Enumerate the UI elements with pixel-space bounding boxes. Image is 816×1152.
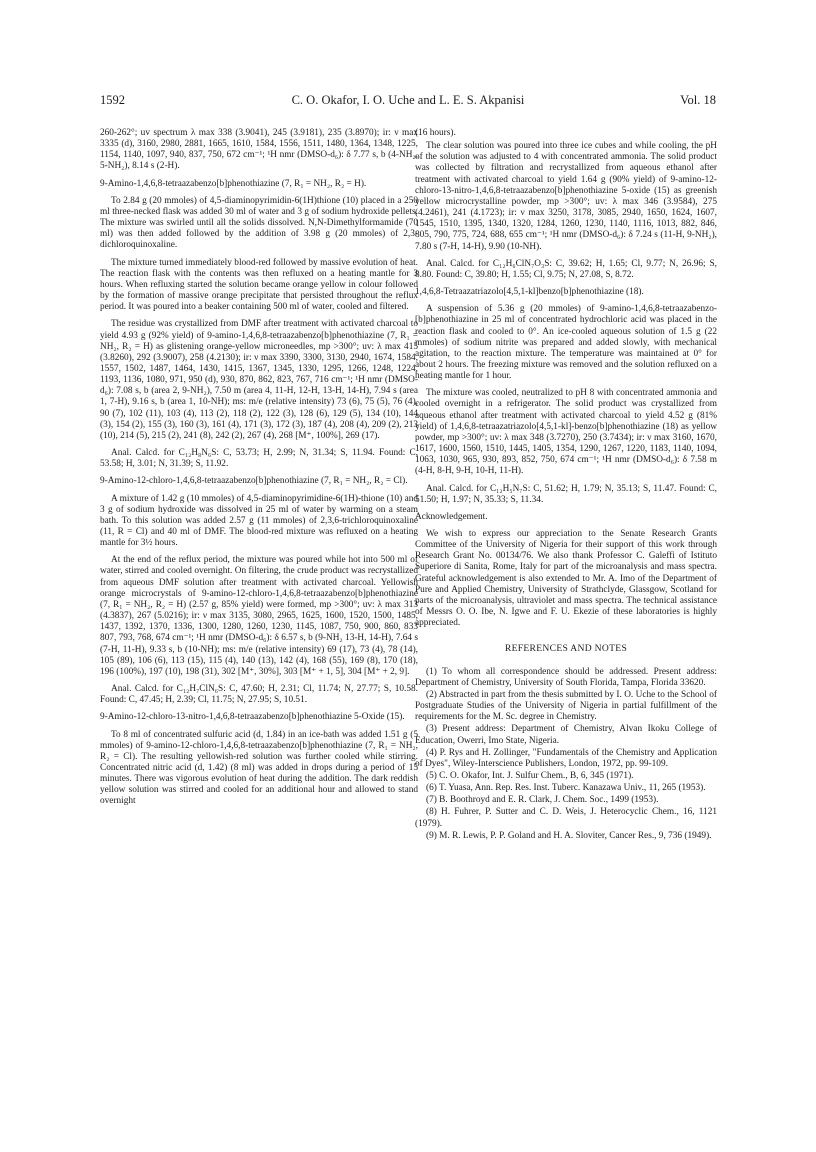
analysis-paragraph: Anal. Calcd. for C₁₂H₆ClN₇O₃S: C, 39.62; H, 1.65; Cl, 9.77; N, 26.96; S, 8.80. Found: C, 39.80; H, 1.55; Cl, 9.75; N, 27.08, S, 8.72.: [415, 258, 717, 280]
paragraph: The mixture turned immediately blood-red followed by massive evolution of heat. The reaction flask with the contents was then refluxed on a heating mantle for 3 hours. When refluxing started the solution became orange yellow in colour followed by the formation of massive orange precipitate that persisted throughout the reflux period. It was poured into a beaker containing 500 ml of water, cooled and filtered.: [100, 257, 418, 313]
paragraph: (16 hours).: [415, 128, 456, 138]
compound-heading: 9-Amino-12-chloro-1,4,6,8-tetraazabenzo[b]phenothiazine (7, R₁ = NH₂, R₂ = Cl).: [100, 476, 408, 487]
right-column: [415, 128, 717, 843]
volume-label: Vol. 18: [680, 93, 716, 107]
reference-item: (6) T. Yuasa, Ann. Rep. Res. Inst. Tuberc. Kanazawa Univ., 11, 265 (1953).: [426, 783, 706, 794]
paragraph: A mixture of 1.42 g (10 mmoles) of 4,5-diaminopyrimidine-6(1H)-thione (10) and 3 g of sodium hydroxide was dissolved in 25 ml of water by warming on a steam bath. To this solution was added 2.57 g (11 mmoles) of 2,3,6-trichloroquinoxaline (11, R = Cl) and 40 ml of DMF. The blood-red mixture was refluxed on a heating mantle for 3½ hours.: [100, 493, 418, 549]
reference-item: (2) Abstracted in part from the thesis submitted by I. O. Uche to the School of Postgraduate Studies of the University of Nigeria in partial fulfillment of the requirements for the M. Sc. degree in Chemistry.: [415, 689, 717, 723]
analysis-paragraph: Anal. Calcd. for C₁₂H₇ClN₆S: C, 47.60; H, 2.31; Cl, 11.74; N, 27.77; S, 10.58. Found: C, 47.45; H, 2.39; Cl, 11.75; N, 27.95; S, 10.51.: [100, 684, 418, 706]
analysis-paragraph: Anal. Calcd. for C₁₂H₈N₆S: C, 53.73; H, 2.99; N, 31.34; S, 11.94. Found: C, 53.58; H, 3.01; N, 31.39; S, 11.92.: [100, 448, 418, 470]
reference-item: (5) C. O. Okafor, Int. J. Sulfur Chem., B, 6, 345 (1971).: [426, 770, 634, 781]
paragraph: The clear solution was poured into three ice cubes and while cooling, the pH of the solution was adjusted to 4 with concentrated ammonia. The solid product was collected by filtration and recrystallized from aqueous ethanol after treatment with activated charcoal to yield 1.64 g (90% yield) of 9-amino-12-chloro-13-nitro-1,4,6,8-tetraazabenzo[b]phenothiazine 5-oxide (15) as greenish yellow microcrystalline powder, mp >300°; uv: λ max 346 (3.9584), 275 (4.2461), 241 (4.1723); ir: ν max 3250, 3178, 3085, 2940, 1650, 1624, 1607, 1545, 1510, 1395, 1340, 1320, 1284, 1260, 1230, 1140, 1116, 1013, 882, 846, 805, 790, 775, 724, 688, 655 cm⁻¹; ¹H nmr (DMSO-d₆): δ 7.24 s (11-H, 9-NH₂), 7.80 s (7-H, 14-H), 9.90 (10-NH).: [415, 141, 717, 252]
reference-item: (7) B. Boothroyd and E. R. Clark, J. Chem. Soc., 1499 (1953).: [426, 795, 659, 806]
paragraph: A suspension of 5.36 g (20 mmoles) of 9-amino-1,4,6,8-tetraazabenzo-[b]phenothiazine in 25 ml of concentrated hydrochloric acid was placed in the reaction flask and cooled to 0°. An ice-cooled aqueous solution of 1.5 g (22 mmoles) of sodium nitrite was prepared and added slowly, with mechanical agitation, to the reaction mixture. The temperature was maintained at 0° for about 2 hours. The freezing mixture was removed and the solution refluxed on a heating mantle for 1 hour.: [415, 304, 717, 382]
left-column: [100, 128, 418, 814]
running-authors: C. O. Okafor, I. O. Uche and L. E. S. Akpanisi: [291, 93, 525, 107]
page-header: [100, 93, 716, 111]
compound-heading: 9-Amino-12-chloro-13-nitro-1,4,6,8-tetraazabenzo[b]phenothiazine 5-Oxide (15).: [100, 712, 405, 723]
reference-item: (3) Present address: Department of Chemistry, Alvan Ikoku College of Education, Owerri, Imo State, Nigeria.: [415, 724, 717, 746]
reference-item: (9) M. R. Lewis, P. P. Goland and H. A. Sloviter, Cancer Res., 9, 736 (1949).: [426, 830, 712, 841]
paragraph: 260-262°; uv spectrum λ max 338 (3.9041), 245 (3.9181), 235 (3.8970); ir: ν max 3335 (d), 3160, 2980, 2881, 1665, 1610, 1584, 1556, 1511, 1480, 1364, 1348, 1225, 1154, 1140, 1097, 940, 837, 750, 672 cm⁻¹; ¹H nmr (DMSO-d₆): δ 7.77 s, b (4-NH₂, 5-NH₂), 8.14 s (2-H).: [100, 128, 418, 172]
paragraph: At the end of the reflux period, the mixture was poured while hot into 500 ml of water, stirred and cooled overnight. On filtering, the crude product was recrystallized from aqueous DMF solution after treatment with activated charcoal. Yellowish orange microcrystals of 9-amino-12-chloro-1,4,6,8-tetraazabenzo[b]phenothiazine (7, R₁ = NH₂, R₂ = H) (2.57 g, 85% yield) were formed, mp >300°; uv: λ max 313 (4.3837), 267 (5.0216); ir: ν max 3135, 3080, 2965, 1625, 1600, 1520, 1500, 1485, 1437, 1392, 1370, 1336, 1300, 1280, 1260, 1230, 1145, 1087, 750, 900, 860, 833 807, 793, 768, 674 cm⁻¹; ¹H nmr (DMSO-d₆): δ 6.57 s, b (9-NH₂ 13-H, 14-H), 7.64 s (7-H, 11-H), 9.33 s, b (10-NH); ms: m/e (relative intensity) 69 (17), 73 (4), 78 (14), 105 (89), 106 (6), 113 (15), 115 (4), 140 (13), 142 (4), 168 (55), 169 (8), 170 (18), 196 (100%), 197 (10), 198 (31), 302 [M⁺, 30%], 303 [M⁺ + 1, 5], 304 [M⁺ + 2, 9].: [100, 555, 418, 677]
reference-item: (4) P. Rys and H. Zollinger, "Fundamentals of the Chemistry and Application of Dyes", Wiley-Interscience Publishers, London, 1972, pp. 99-109.: [415, 747, 717, 769]
reference-item: (1) To whom all correspondence should be addressed. Present address: Department of Chemistry, University of South Florida, Tampa, Florida 33620.: [415, 666, 717, 688]
acknowledgement-heading: Acknowledgement.: [415, 511, 488, 522]
paragraph: The residue was crystallized from DMF after treatment with activated charcoal to yield 4.93 g (92% yield) of 9-amino-1,4,6,8-tetraazabenzo[b]phenothiazine (7, R₁ = NH₂, R₂ = H) as glistening orange-yellow microneedles, mp >300°; uv: λ max 415 (3.8260), 292 (3.9007), 258 (4.2130); ir: ν max 3390, 3300, 3130, 2940, 1674, 1584, 1557, 1502, 1487, 1464, 1430, 1415, 1367, 1345, 1330, 1295, 1266, 1248, 1224, 1193, 1136, 1080, 971, 950 (d), 930, 870, 862, 823, 767, 716 cm⁻¹; ¹H nmr (DMSO-d₆): 7.08 s, b (area 2, 9-NH₂), 7.50 m (area 4, 11-H, 12-H, 13-H, 14-H), 7.94 s (area 1, 7-H), 9.16 s, b (area 1, 10-NH); ms: m/e (relative intensity) 73 (6), 75 (5), 76 (4), 90 (7), 102 (11), 103 (4), 113 (2), 118 (2), 122 (3), 128 (6), 129 (5), 134 (10), 144 (3), 154 (2), 155 (3), 160 (3), 161 (4), 171 (3), 172 (3), 187 (4), 208 (4), 209 (2), 213 (10), 214 (5), 215 (2), 241 (8), 242 (2), 267 (4), 268 [M⁺, 100%], 269 (17).: [100, 319, 418, 441]
paragraph: To 2.84 g (20 mmoles) of 4,5-diaminopyrimidin-6(1H)thione (10) placed in a 250 ml three-necked flask was added 30 ml of water and 3 g of sodium hydroxide pellets. The mixture was swirled until all the solids dissolved. N,N-Dimethylformamide (70 ml) was then added followed by the addition of 3.98 g (20 mmoles) of 2,3-dichloroquinoxaline.: [100, 195, 418, 251]
reference-item: (8) H. Fuhrer, P. Sutter and C. D. Weis, J. Heterocyclic Chem., 16, 1121 (1979).: [415, 807, 717, 829]
page-number: 1592: [100, 93, 125, 107]
reference-list: [415, 667, 717, 842]
references-heading: REFERENCES AND NOTES: [504, 643, 628, 655]
paragraph: To 8 ml of concentrated sulfuric acid (d, 1.84) in an ice-bath was added 1.51 g (5 mmoles) of 9-amino-12-chloro-1,4,6,8-tetraazabenzo[b]phenothiazine (7, R₁ = NH₂, R₂ = Cl). The resulting yellowish-red solution was further cooled while stirring. Concentrated nitric acid (d, 1.42) (8 ml) was added in drops during a period of 15 minutes. There was vigorous evolution of heat during the addition. The dark reddish yellow solution was stirred and cooled for an additional hour and allowed to stand overnight: [100, 729, 418, 807]
acknowledgement-paragraph: We wish to express our appreciation to the Senate Research Grants Committee of the University of Nigeria for their support of this work through Research Grant No. 00134/76. We also thank Professor C. Galeffi of Istituto Superiore di Sanita, Rome, Italy for part of the microanalysis and mass spectra. Grateful acknowledgement is also extended to Mr. A. Imo of the Department of Pure and Applied Chemistry, University of Strathclyde, Glassgow, Scotland for parts of the microanalysis, ultraviolet and mass spectra. The technical assistance of Messrs O. O. Ibe, N. Igwe and F. U. Ekezie of these laboratories is highly appreciated.: [415, 529, 717, 629]
compound-heading: 1,4,6,8-Tetraazatriazolo[4,5,1-kl]benzo[b]phenothiazine (18).: [415, 287, 644, 298]
analysis-paragraph: Anal. Calcd. for C₁₂H₅N₇S: C, 51.62; H, 1.79; N, 35.13; S, 11.47. Found: C, 51.50; H, 1.97; N, 35.33; S, 11.34.: [415, 483, 717, 505]
compound-heading: 9-Amino-1,4,6,8-tetraazabenzo[b]phenothiazine (7, R₁ = NH₂, R₂ = H).: [100, 178, 367, 189]
paragraph: The mixture was cooled, neutralized to pH 8 with concentrated ammonia and cooled overnight in a refrigerator. The solid product was crystallized from aqueous ethanol after treatment with activated charcoal to yield 4.52 g (81% yield) of 1,4,6,8-tetraazatriazolo[4,5,1-kl]-benzo[b]phenothiazine (18) as yellow powder, mp >300°; uv: λ max 348 (3.7270), 250 (3.7434); ir: ν max 3160, 1670, 1617, 1600, 1560, 1510, 1445, 1405, 1354, 1290, 1267, 1220, 1183, 1140, 1094, 1063, 1030, 965, 930, 893, 852, 750, 674 cm⁻¹; ¹H nmr (DMSO-d₆): δ 7.58 m (4-H, 8-H, 9-H, 10-H, 11-H).: [415, 388, 717, 477]
